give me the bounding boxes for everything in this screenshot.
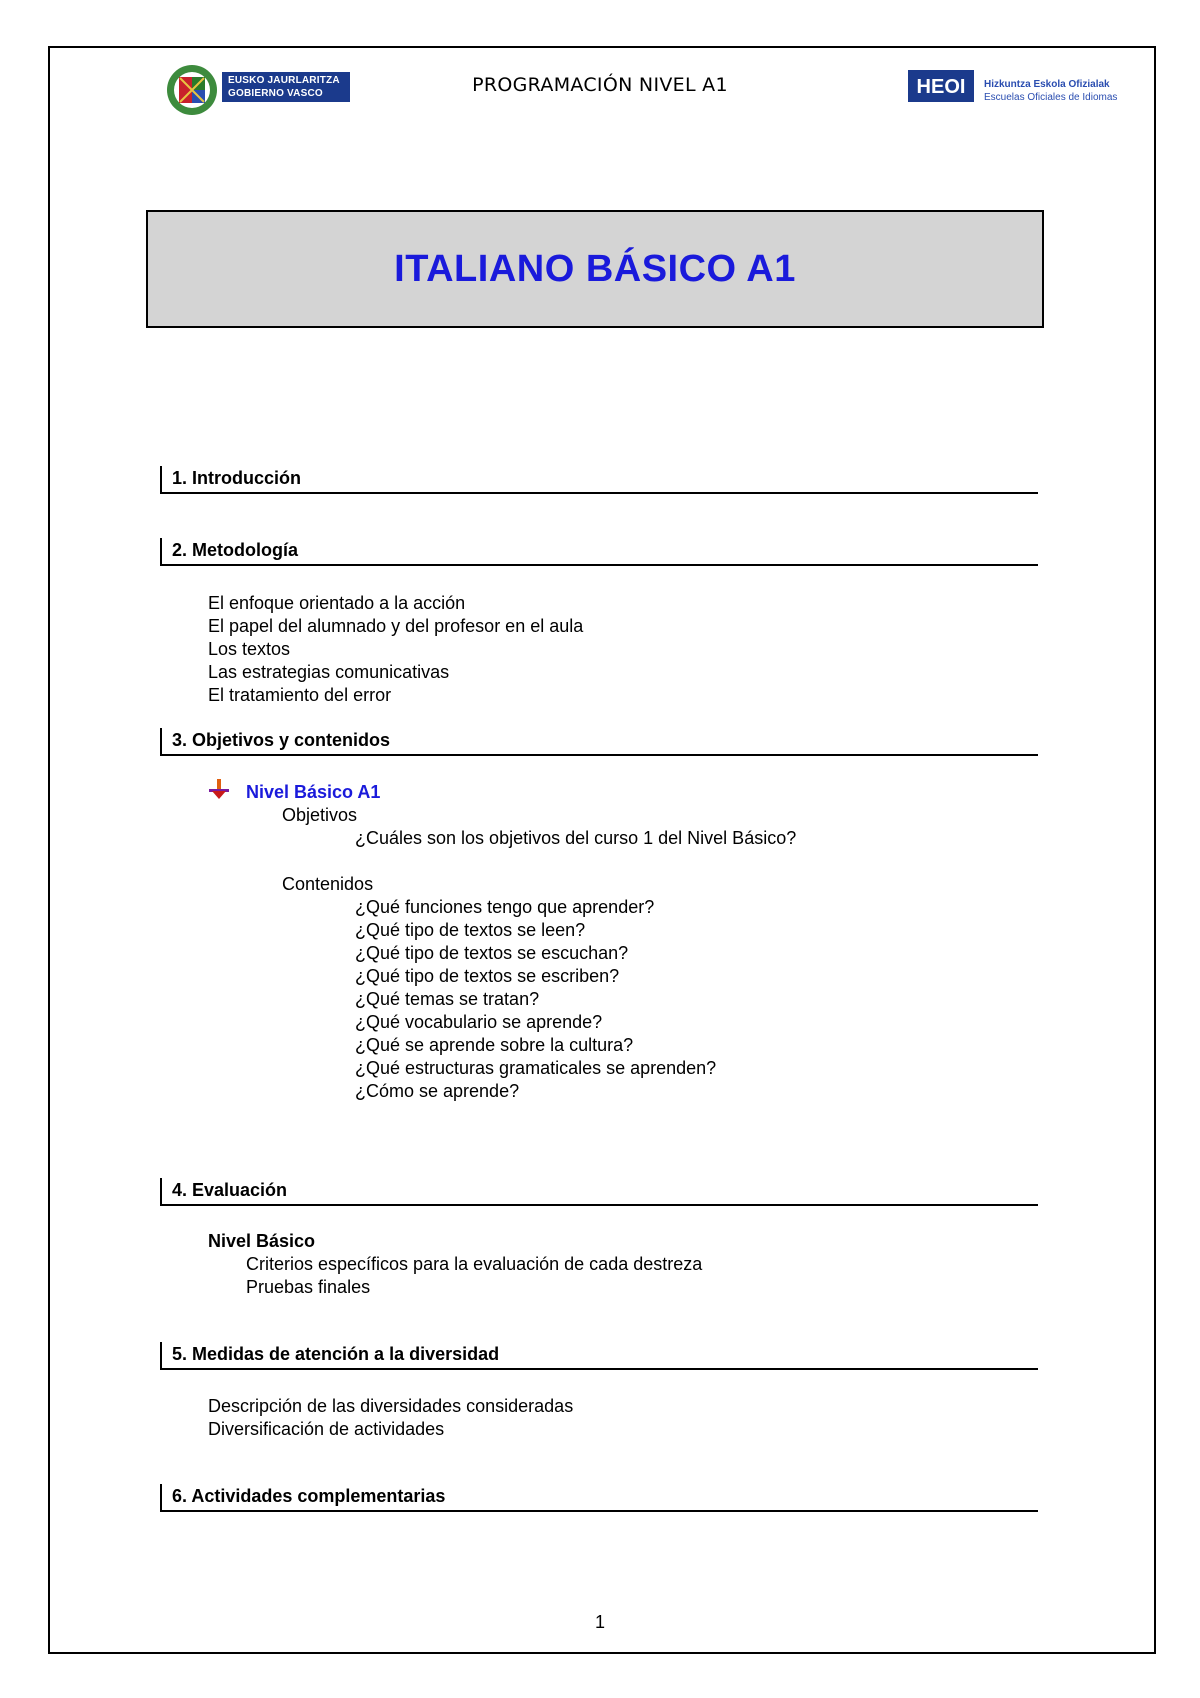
level-heading: Nivel Básico A1 bbox=[246, 782, 381, 802]
list-item: Diversificación de actividades bbox=[208, 1419, 445, 1439]
section-heading-introduccion: 1. Introducción bbox=[160, 466, 1038, 494]
heoi-logo-text: Hizkuntza Eskola Ofizialak Escuelas Oficiales de Idiomas bbox=[984, 79, 1118, 103]
section-heading-evaluacion: 4. Evaluación bbox=[160, 1178, 1038, 1206]
list-item: Pruebas finales bbox=[246, 1277, 371, 1297]
list-item: El papel del alumnado y del profesor en el aula bbox=[208, 616, 584, 636]
list-item: El tratamiento del error bbox=[208, 685, 392, 705]
objetivos-label: Objetivos bbox=[282, 805, 358, 825]
list-item: ¿Qué estructuras gramaticales se aprenden? bbox=[355, 1058, 717, 1078]
heoi-logo-mark bbox=[908, 70, 974, 102]
gobierno-vasco-logo bbox=[166, 64, 356, 116]
section-heading-metodologia: 2. Metodología bbox=[160, 538, 1038, 566]
list-item: Descripción de las diversidades consideradas bbox=[208, 1396, 574, 1416]
section-heading-objetivos: 3. Objetivos y contenidos bbox=[160, 728, 1038, 756]
gobierno-vasco-plate: EUSKO JAURLARITZA GOBIERNO VASCO bbox=[222, 72, 350, 102]
contenidos-label: Contenidos bbox=[282, 874, 374, 894]
course-title-box bbox=[146, 210, 1044, 328]
list-item: ¿Qué temas se tratan? bbox=[355, 989, 540, 1009]
list-item: ¿Qué funciones tengo que aprender? bbox=[355, 897, 655, 917]
heoi-logo bbox=[908, 70, 1128, 108]
subsection-heading: Nivel Básico bbox=[208, 1231, 316, 1251]
list-item: Las estrategias comunicativas bbox=[208, 662, 450, 682]
list-item: Los textos bbox=[208, 639, 291, 659]
list-item: ¿Qué tipo de textos se leen? bbox=[355, 920, 586, 940]
page-number: 1 bbox=[594, 1612, 605, 1632]
list-item: ¿Qué se aprende sobre la cultura? bbox=[355, 1035, 634, 1055]
list-item: ¿Cuáles son los objetivos del curso 1 del Nivel Básico? bbox=[355, 828, 797, 848]
section-heading-diversidad: 5. Medidas de atención a la diversidad bbox=[160, 1342, 1038, 1370]
svg-text:HEOI: HEOI bbox=[916, 76, 966, 98]
document-title: PROGRAMACIÓN NIVEL A1 bbox=[472, 74, 728, 96]
list-item: ¿Qué tipo de textos se escriben? bbox=[355, 966, 620, 986]
section-heading-actividades: 6. Actividades complementarias bbox=[160, 1484, 1038, 1512]
list-item: ¿Qué tipo de textos se escuchan? bbox=[355, 943, 629, 963]
list-item: Criterios específicos para la evaluación de cada destreza bbox=[246, 1254, 703, 1274]
page-header bbox=[0, 0, 1200, 140]
list-item: ¿Cómo se aprende? bbox=[355, 1081, 520, 1101]
list-item: ¿Qué vocabulario se aprende? bbox=[355, 1012, 603, 1032]
coat-of-arms-icon bbox=[166, 64, 218, 116]
list-item: El enfoque orientado a la acción bbox=[208, 593, 466, 613]
course-title: ITALIANO BÁSICO A1 bbox=[394, 247, 796, 290]
arrow-bullet-icon bbox=[208, 778, 230, 800]
